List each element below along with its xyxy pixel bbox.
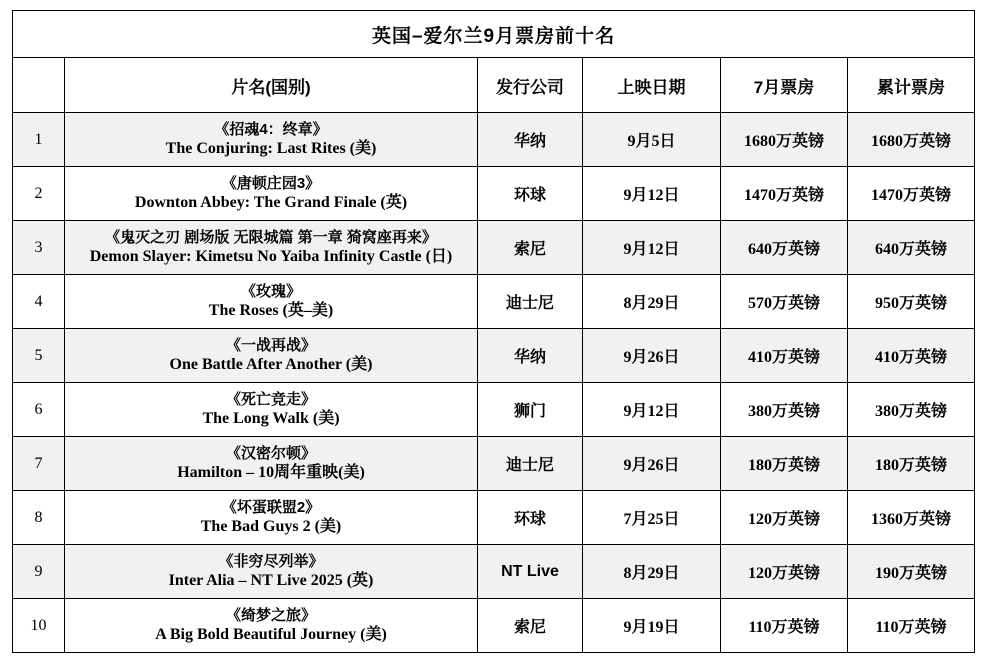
cell-film-title: [65, 545, 478, 599]
cell-cumulative-box-office: 640万英镑: [848, 221, 975, 275]
cell-film-title: [65, 275, 478, 329]
column-header-july_box_office: 7月票房: [721, 58, 848, 113]
film-title-chinese: 《非穷尽列举》: [218, 552, 324, 570]
cell-july-box-office: 570万英镑: [721, 275, 848, 329]
cell-rank: 6: [13, 383, 65, 437]
cell-rank: 10: [13, 599, 65, 653]
film-title-chinese: 《绮梦之旅》: [225, 606, 316, 624]
cell-cumulative-box-office: 1360万英镑: [848, 491, 975, 545]
column-header-rank: [13, 58, 65, 113]
cell-rank: 4: [13, 275, 65, 329]
cell-cumulative-box-office: 180万英镑: [848, 437, 975, 491]
cell-film-title: [65, 167, 478, 221]
cell-release-date: 9月26日: [583, 329, 721, 383]
column-header-distributor: 发行公司: [478, 58, 583, 113]
cell-distributor: 狮门: [478, 383, 583, 437]
film-title-english: A Big Bold Beautiful Journey (美): [155, 625, 387, 643]
film-title-english: Hamilton – 10周年重映(美): [177, 463, 365, 481]
cell-rank: 8: [13, 491, 65, 545]
cell-july-box-office: 640万英镑: [721, 221, 848, 275]
cell-cumulative-box-office: 110万英镑: [848, 599, 975, 653]
cell-cumulative-box-office: 190万英镑: [848, 545, 975, 599]
cell-distributor: 索尼: [478, 599, 583, 653]
table-row: [13, 545, 975, 599]
cell-release-date: 7月25日: [583, 491, 721, 545]
cell-rank: 7: [13, 437, 65, 491]
cell-distributor: 迪士尼: [478, 275, 583, 329]
cell-film-title: [65, 383, 478, 437]
film-title-english: The Long Walk (美): [202, 409, 340, 427]
box-office-table: [12, 10, 975, 653]
cell-release-date: 9月12日: [583, 167, 721, 221]
film-title-english: The Roses (英–美): [208, 301, 334, 319]
column-header-release_date: 上映日期: [583, 58, 721, 113]
cell-film-title: [65, 329, 478, 383]
column-header-film: 片名(国别): [65, 58, 478, 113]
table-title-row: [13, 11, 975, 58]
cell-film-title: [65, 221, 478, 275]
table-header-row: [13, 58, 975, 113]
film-title-english: One Battle After Another (美): [169, 355, 373, 373]
film-title-english: Demon Slayer: Kimetsu No Yaiba Infinity Castle (日): [89, 247, 453, 265]
film-title-chinese: 《唐顿庄园3》: [221, 174, 321, 192]
cell-distributor: 环球: [478, 491, 583, 545]
film-title-chinese: 《招魂4：终章》: [214, 120, 328, 138]
cell-july-box-office: 120万英镑: [721, 491, 848, 545]
table-row: [13, 221, 975, 275]
film-title-chinese: 《鬼灭之刃 剧场版 无限城篇 第一章 猗窝座再来》: [105, 228, 437, 246]
film-title-chinese: 《一战再战》: [225, 336, 316, 354]
table-row: [13, 437, 975, 491]
cell-rank: 1: [13, 113, 65, 167]
table-row: [13, 113, 975, 167]
cell-rank: 3: [13, 221, 65, 275]
cell-release-date: 9月19日: [583, 599, 721, 653]
film-title-english: Downton Abbey: The Grand Finale (英): [134, 193, 408, 211]
cell-film-title: [65, 113, 478, 167]
cell-rank: 5: [13, 329, 65, 383]
cell-distributor: 迪士尼: [478, 437, 583, 491]
cell-july-box-office: 1680万英镑: [721, 113, 848, 167]
cell-cumulative-box-office: 1680万英镑: [848, 113, 975, 167]
table-row: [13, 383, 975, 437]
film-title-english: The Conjuring: Last Rites (美): [165, 139, 377, 157]
table-row: [13, 167, 975, 221]
page-title: 英国–爱尔兰9月票房前十名: [13, 11, 975, 58]
cell-distributor: 环球: [478, 167, 583, 221]
cell-july-box-office: 410万英镑: [721, 329, 848, 383]
cell-july-box-office: 380万英镑: [721, 383, 848, 437]
cell-release-date: 8月29日: [583, 545, 721, 599]
table-row: [13, 491, 975, 545]
cell-film-title: [65, 491, 478, 545]
cell-release-date: 9月26日: [583, 437, 721, 491]
cell-rank: 2: [13, 167, 65, 221]
cell-film-title: [65, 599, 478, 653]
cell-distributor: 华纳: [478, 113, 583, 167]
table-row: [13, 329, 975, 383]
table-row: [13, 275, 975, 329]
film-title-english: Inter Alia – NT Live 2025 (英): [168, 571, 374, 589]
film-title-chinese: 《坏蛋联盟2》: [221, 498, 321, 516]
film-title-english: The Bad Guys 2 (美): [200, 517, 342, 535]
cell-release-date: 9月5日: [583, 113, 721, 167]
film-title-chinese: 《玫瑰》: [240, 282, 301, 300]
cell-july-box-office: 110万英镑: [721, 599, 848, 653]
cell-film-title: [65, 437, 478, 491]
cell-distributor: 索尼: [478, 221, 583, 275]
film-title-chinese: 《死亡竞走》: [225, 390, 316, 408]
cell-distributor: NT Live: [478, 545, 583, 599]
table-row: [13, 599, 975, 653]
column-header-cumulative_box_office: 累计票房: [848, 58, 975, 113]
cell-cumulative-box-office: 410万英镑: [848, 329, 975, 383]
cell-july-box-office: 120万英镑: [721, 545, 848, 599]
cell-distributor: 华纳: [478, 329, 583, 383]
cell-cumulative-box-office: 950万英镑: [848, 275, 975, 329]
cell-cumulative-box-office: 1470万英镑: [848, 167, 975, 221]
cell-july-box-office: 180万英镑: [721, 437, 848, 491]
cell-rank: 9: [13, 545, 65, 599]
cell-release-date: 8月29日: [583, 275, 721, 329]
cell-july-box-office: 1470万英镑: [721, 167, 848, 221]
film-title-chinese: 《汉密尔顿》: [225, 444, 316, 462]
cell-release-date: 9月12日: [583, 221, 721, 275]
cell-release-date: 9月12日: [583, 383, 721, 437]
cell-cumulative-box-office: 380万英镑: [848, 383, 975, 437]
